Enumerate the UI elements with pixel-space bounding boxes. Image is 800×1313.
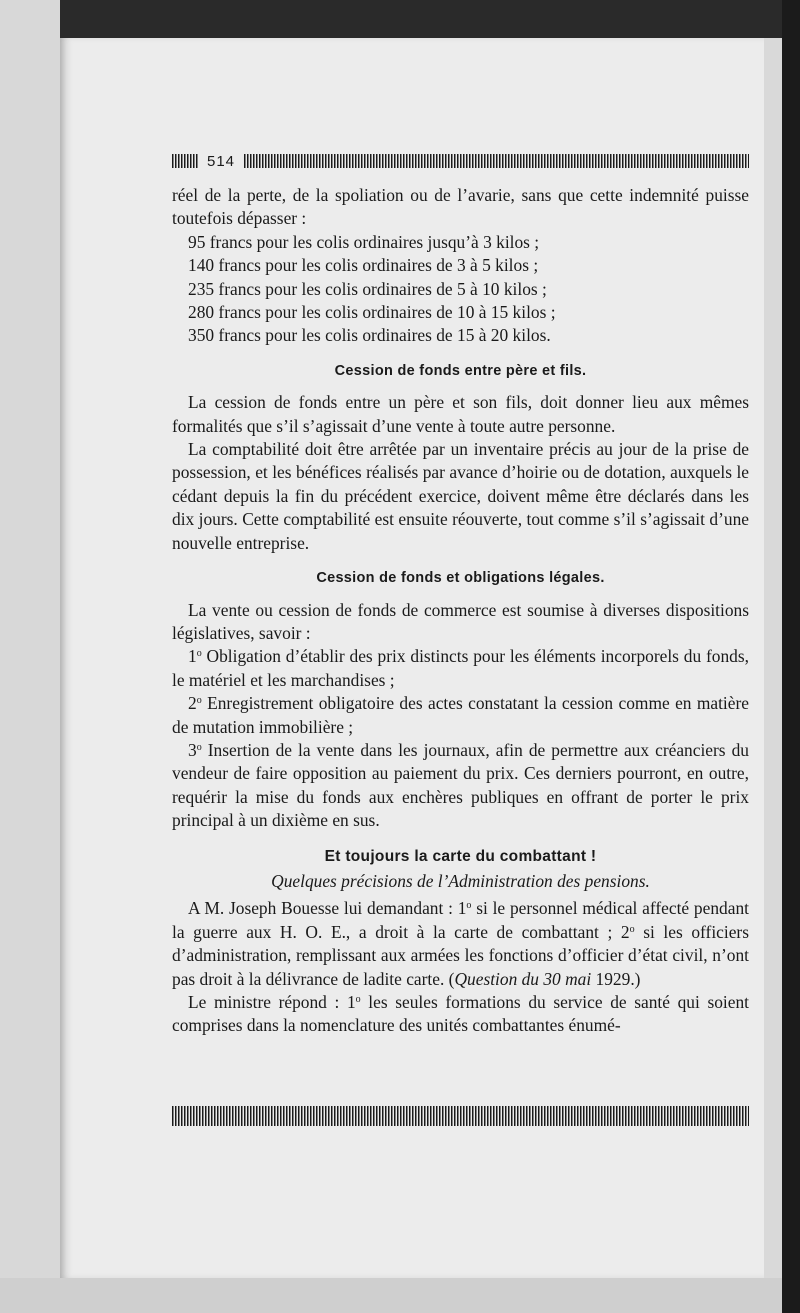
paragraph [172, 692, 749, 739]
paragraph: La vente ou cession de fonds de commerce est soumise à diverses dispositions législatives, savoir : [172, 599, 749, 643]
section-heading: Cession de fonds et obligations légales. [316, 570, 605, 587]
italic-reference: Question du 30 mai [454, 968, 592, 989]
list-item: 235 francs pour les colis ordinaires de 5 à 10 kilos ; [188, 278, 547, 299]
section-heading: Cession de fonds entre père et fils. [334, 362, 587, 379]
ordinal-superscript: o [196, 695, 202, 707]
scan-margin-left [0, 0, 60, 1313]
item-number: 3 [188, 739, 197, 760]
paragraph [172, 897, 749, 991]
scan-margin-bottom [0, 1278, 782, 1313]
page-number: 514 [207, 152, 236, 170]
footer-ornament [172, 1106, 749, 1126]
paragraph [172, 645, 749, 692]
text-run: si les officiers d’administration, remplissant aux armées les fonctions d’officier d’état civil, n’ont pas droit à la délivrance de ladite carte. ( [172, 921, 749, 989]
list-item: 95 francs pour les colis ordinaires jusqu’à 3 kilos ; [188, 231, 540, 252]
paragraph [172, 991, 749, 1038]
paragraph [172, 739, 749, 833]
list-item: 140 francs pour les colis ordinaires de 3 à 5 kilos ; [188, 255, 539, 276]
section-heading: Et toujours la carte du combattant ! [324, 847, 597, 865]
paragraph: La cession de fonds entre un père et son fils, doit donner lieu aux mêmes formalités que s’il s’agissait d’une vente à toute autre personne. [172, 392, 749, 436]
ordinal-superscript: o [629, 923, 635, 935]
text-run: A M. Joseph Bouesse lui demandant : 1 [188, 898, 467, 919]
header-ornament-left [172, 154, 198, 168]
item-number: 1 [188, 646, 197, 667]
text-run: si le personnel médical affecté pendant la guerre aux H. O. E., a droit à la carte de combattant ; 2 [172, 898, 749, 942]
list-item: 280 francs pour les colis ordinaires de 10 à 15 kilos ; [188, 302, 556, 323]
page-body [172, 184, 749, 1038]
ordinal-superscript: o [196, 741, 202, 753]
text-run: les seules formations du service de santé qui soient comprises dans la nomenclature des unités combattantes énumé- [172, 992, 749, 1036]
scan-background-right [782, 0, 800, 1313]
list-item: 350 francs pour les colis ordinaires de 15 à 20 kilos. [188, 325, 551, 346]
text-run: Enregistrement obligatoire des actes constatant la cession comme en matière de mutation immobilière ; [172, 693, 749, 737]
header-ornament-right [244, 154, 749, 168]
text-run: 1929.) [591, 968, 641, 989]
text-run: Insertion de la vente dans les journaux, afin de permettre aux créanciers du vendeur de faire opposition au paiement du prix. Ces derniers pourront, en outre, requérir la mise du fonds aux enchères publiques en offrant de porter le prix principal à un dixième en sus. [172, 739, 749, 831]
ordinal-superscript: o [466, 900, 472, 912]
ordinal-superscript: o [196, 648, 202, 660]
text-run: Obligation d’établir des prix distincts pour les éléments incorporels du fonds, le matériel et les marchandises ; [172, 646, 749, 690]
ordinal-superscript: o [355, 994, 361, 1005]
page-edge [764, 38, 782, 1278]
paragraph: réel de la perte, de la spoliation ou de l’avarie, sans que cette indemnité puisse toutefois dépasser : [172, 185, 749, 229]
item-number: 2 [188, 693, 197, 714]
section-subtitle: Quelques précisions de l’Administration des pensions. [271, 870, 650, 891]
text-run: Le ministre répond : 1 [188, 992, 356, 1012]
paragraph: La comptabilité doit être arrêtée par un inventaire précis au jour de la prise de possession, et les bénéfices réalisés par avance d’hoirie ou de dotation, auxquels le cédant depuis la fin du précédent exercice, doivent même être déclarés dans les dix jours. Cette comptabilité est ensuite réouverte, tout comme s’il s’agissait d’une nouvelle entreprise. [172, 439, 749, 553]
page-header [172, 151, 749, 171]
